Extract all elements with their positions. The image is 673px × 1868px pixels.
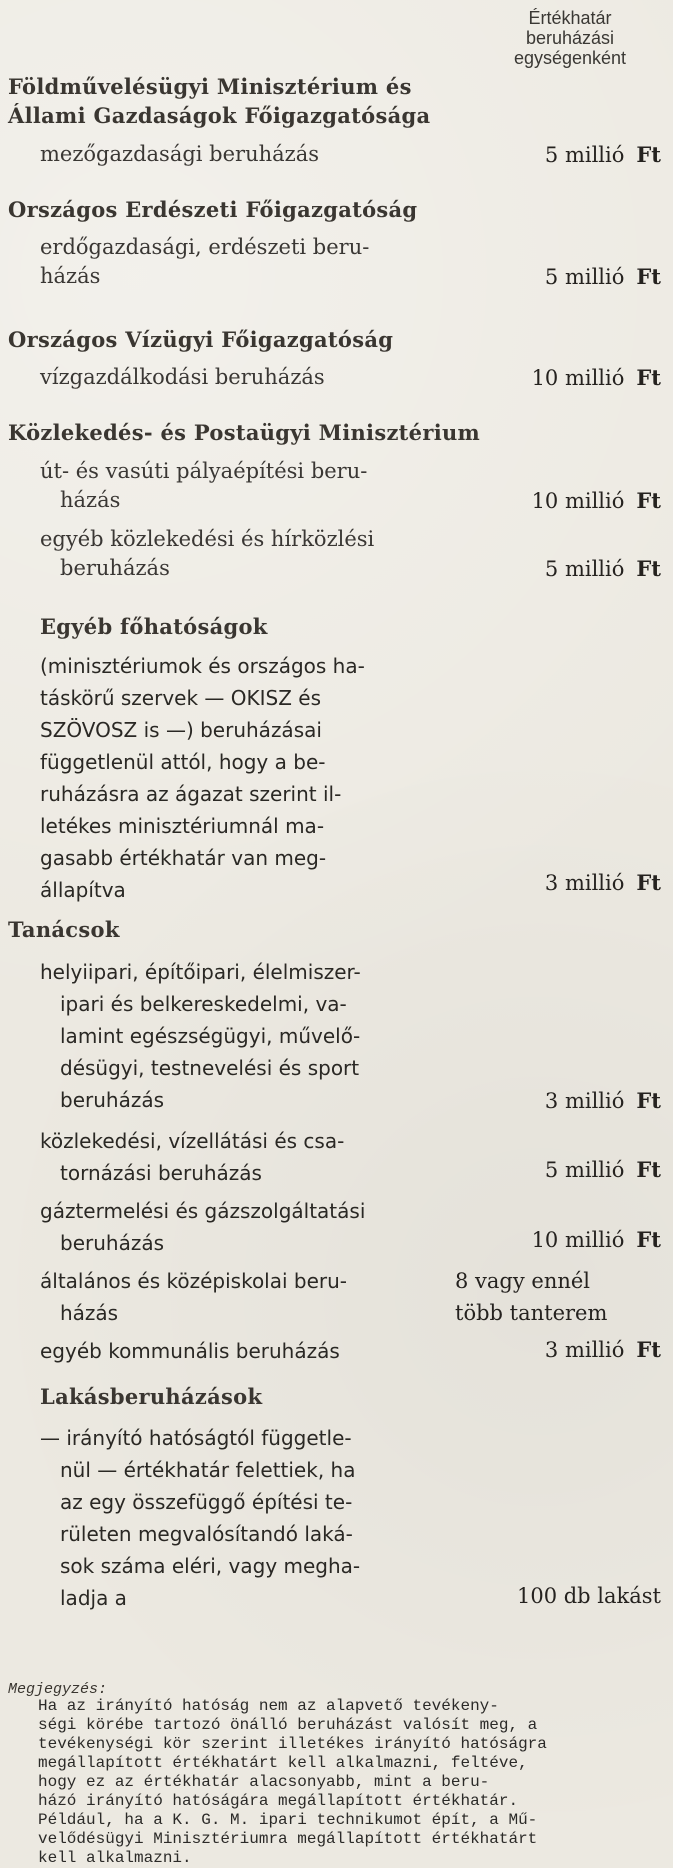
amount-value: 10 millió bbox=[531, 1228, 625, 1252]
item-text: egyéb közlekedési és hírközlési bbox=[40, 527, 375, 551]
item-text: házás bbox=[40, 264, 101, 288]
amount-value: 3 millió bbox=[544, 1338, 625, 1362]
item-text: gasabb értékhatár van meg- bbox=[40, 846, 327, 870]
item-text: SZÖVOSZ is —) beruházásai bbox=[40, 718, 322, 742]
note-line: megállapított értékhatárt kell alkalmazni, feltéve, bbox=[38, 1754, 528, 1772]
item-text: egyéb kommunális beruházás bbox=[40, 1339, 340, 1363]
amount-unit: Ft bbox=[636, 488, 661, 513]
item-text: ladja a bbox=[60, 1586, 127, 1610]
amount-unit: Ft bbox=[636, 1227, 661, 1252]
amount-unit: Ft bbox=[636, 556, 661, 581]
amount-mezogazdasagi bbox=[545, 140, 661, 170]
note-line: házó irányító hatóságára megállapított értékhatár. bbox=[38, 1792, 519, 1810]
amount-gaztermelesi bbox=[532, 1225, 661, 1255]
item-text: (minisztériumok és országos ha- bbox=[40, 654, 365, 678]
item-egyeb-fohatosagok bbox=[40, 650, 470, 906]
item-text: ruházásra az ágazat szerint il- bbox=[40, 782, 342, 806]
amount-egyeb-kozlekedesi bbox=[545, 554, 661, 584]
section-heading-viz: Országos Vízügyi Főigazgatóság bbox=[8, 327, 394, 352]
amount-lakas: 100 db lakást bbox=[516, 1584, 661, 1608]
section-heading-kozl: Közlekedés- és Postaügyi Minisztérium bbox=[8, 420, 481, 445]
item-text: vízgazdálkodási beruházás bbox=[40, 365, 325, 389]
section-heading-lakas: Lakásberuházások bbox=[40, 1384, 263, 1409]
item-text: állapítva bbox=[40, 878, 126, 902]
item-kommunalis bbox=[40, 1335, 470, 1367]
amount-unit: Ft bbox=[636, 1088, 661, 1113]
item-text: táskörű szervek — OKISZ és bbox=[40, 686, 321, 710]
item-text: erdőgazdasági, erdészeti beru- bbox=[40, 235, 370, 259]
amount-value: 3 millió bbox=[544, 1089, 625, 1113]
heading-line: Földművelésügyi Minisztérium és bbox=[8, 74, 412, 99]
item-erdogazdasagi bbox=[40, 233, 435, 291]
amount-erdogazdasagi bbox=[545, 262, 661, 292]
amount-value: 5 millió bbox=[544, 1158, 625, 1182]
item-text: házás bbox=[60, 1301, 119, 1325]
item-vizgazdalkodasi bbox=[40, 363, 435, 392]
amount-iskolai bbox=[455, 1265, 607, 1329]
item-helyiipari bbox=[40, 956, 470, 1116]
item-text: beruházás bbox=[60, 1088, 165, 1112]
item-iskolai bbox=[40, 1265, 470, 1329]
item-lakas bbox=[40, 1422, 470, 1614]
amount-kommunalis bbox=[545, 1335, 661, 1365]
note-line: ségi körébe tartozó önálló beruházást valósít meg, a bbox=[38, 1716, 538, 1734]
item-text: általános és középiskolai beru- bbox=[40, 1269, 348, 1293]
section-heading-erdo: Országos Erdészeti Főigazgatóság bbox=[8, 197, 418, 222]
section-heading-tanacsok: Tanácsok bbox=[8, 917, 120, 942]
amount-value: 3 millió bbox=[544, 871, 625, 895]
amount-unit: Ft bbox=[636, 1157, 661, 1182]
item-text: beruházás bbox=[60, 1231, 165, 1255]
item-text: rületen megvalósítandó laká- bbox=[60, 1522, 353, 1546]
amount-value: 10 millió bbox=[531, 489, 625, 513]
item-text: közlekedési, vízellátási és csa- bbox=[40, 1129, 345, 1153]
amount-unit: Ft bbox=[636, 264, 661, 289]
item-text: tornázási beruházás bbox=[60, 1161, 262, 1185]
amount-kozlekedesi-vizellatasi bbox=[545, 1155, 661, 1185]
column-header-line: egységenként bbox=[513, 48, 627, 68]
note-line: hogy ez az értékhatár alacsonyabb, mint a beru- bbox=[38, 1773, 490, 1791]
item-gaztermelesi bbox=[40, 1195, 470, 1259]
note-line: Ha az irányító hatóság nem az alapvető tevékeny- bbox=[38, 1697, 499, 1715]
note-line: velődésügyi Minisztériumra megállapított értékhatárt bbox=[38, 1830, 538, 1848]
item-kozlekedesi-vizellatasi bbox=[40, 1125, 470, 1189]
amount-unit: Ft bbox=[636, 365, 661, 390]
item-mezogazdasagi bbox=[40, 140, 435, 169]
amount-unit: Ft bbox=[636, 1337, 661, 1362]
amount-unit: Ft bbox=[636, 870, 661, 895]
section-heading-egyeb: Egyéb főhatóságok bbox=[40, 614, 268, 639]
item-utvasut bbox=[40, 457, 435, 515]
item-text: letékes minisztériumnál ma- bbox=[40, 814, 325, 838]
amount-unit: Ft bbox=[636, 142, 661, 167]
amount-utvasut bbox=[532, 486, 661, 516]
item-text: — irányító hatóságtól függetle- bbox=[40, 1426, 352, 1450]
item-text: désügyi, testnevelési és sport bbox=[60, 1056, 360, 1080]
item-text: beruházás bbox=[60, 556, 170, 580]
amount-value: 10 millió bbox=[531, 366, 625, 390]
item-text: helyiipari, építőipari, élelmiszer- bbox=[40, 960, 361, 984]
item-text: ipari és belkereskedelmi, va- bbox=[60, 992, 347, 1016]
amount-line: több tanterem bbox=[455, 1301, 608, 1325]
amount-value: 5 millió bbox=[544, 143, 625, 167]
item-text: függetlenül attól, hogy a be- bbox=[40, 750, 326, 774]
amount-value: 5 millió bbox=[544, 557, 625, 581]
amount-vizgazdalkodasi bbox=[532, 363, 661, 393]
note-line: tevékenységi kör szerint illetékes irányító hatóságra bbox=[38, 1735, 547, 1753]
item-text: nül — értékhatár felettiek, ha bbox=[60, 1458, 356, 1482]
section-heading-fm bbox=[8, 72, 430, 130]
column-header bbox=[480, 8, 660, 68]
amount-helyiipari bbox=[545, 1086, 661, 1116]
note-title: Megjegyzés: bbox=[8, 1681, 108, 1698]
item-text: sok száma eléri, vagy megha- bbox=[60, 1554, 361, 1578]
item-text: az egy összefüggő építési te- bbox=[60, 1490, 353, 1514]
column-header-line: beruházási bbox=[525, 28, 615, 48]
column-header-line: Értékhatár bbox=[528, 8, 612, 28]
amount-value: 5 millió bbox=[544, 265, 625, 289]
item-egyeb-kozlekedesi bbox=[40, 525, 435, 583]
heading-line: Állami Gazdaságok Főigazgatósága bbox=[8, 103, 431, 128]
amount-egyeb-fohatosagok bbox=[545, 868, 661, 898]
item-text: út- és vasúti pályaépítési beru- bbox=[40, 459, 368, 483]
note-body bbox=[38, 1697, 663, 1868]
note-line: Például, ha a K. G. M. ipari technikumot épít, a Mű- bbox=[38, 1811, 538, 1829]
item-text: mezőgazdasági beruházás bbox=[40, 142, 320, 166]
item-text: házás bbox=[60, 488, 121, 512]
item-text: gáztermelési és gázszolgáltatási bbox=[40, 1199, 366, 1223]
note-line: kell alkalmazni. bbox=[38, 1849, 192, 1867]
amount-line: 8 vagy ennél bbox=[455, 1269, 591, 1293]
item-text: lamint egészségügyi, művelő- bbox=[60, 1024, 361, 1048]
